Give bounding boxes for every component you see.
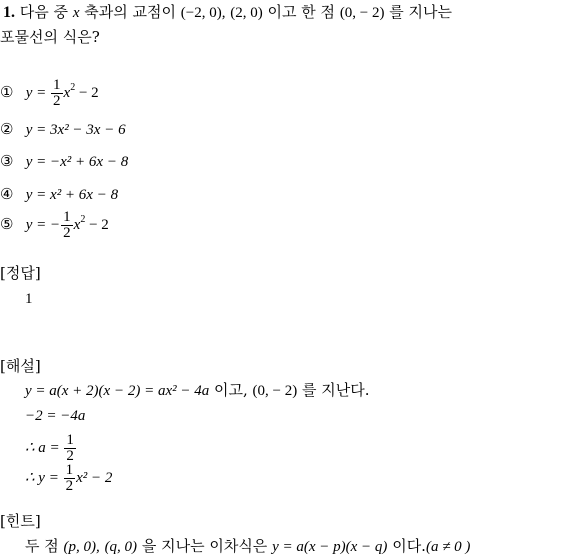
question-line-2: 포물선의 식은?: [0, 28, 100, 46]
question-text-b: 축과의 교점이: [84, 3, 176, 21]
solution-line-3: [25, 433, 77, 464]
question-text-a: 다음 중: [19, 3, 69, 21]
fraction: [61, 210, 73, 241]
choice-tail: − 2: [75, 84, 99, 101]
choice-expression: y = 3x² − 3x − 6: [25, 122, 126, 138]
choice-1: [0, 78, 99, 109]
hint-text-a: 두 점: [25, 537, 59, 555]
fraction-numerator: 1: [65, 462, 74, 478]
hint-line: [25, 536, 470, 557]
fraction-numerator: 1: [63, 209, 71, 225]
question-number: 1.: [3, 4, 15, 21]
solution-text-end: 를 지난다.: [302, 381, 370, 399]
solution-line-1: [25, 380, 370, 401]
therefore-prefix: ∴ a =: [25, 439, 64, 456]
choice-tail: − 2: [85, 216, 109, 233]
question-text-d: 를 지나는: [389, 3, 453, 21]
hint-text-c: 이다.: [392, 537, 426, 555]
hint-formula: y = a(x − p)(x − q): [272, 539, 388, 555]
choice-exponent: 2: [70, 81, 76, 93]
choice-mark: ②: [0, 122, 14, 138]
choice-lhs: y =: [25, 84, 51, 101]
fraction: [64, 433, 76, 464]
question-text-c: 이고 한 점: [267, 3, 336, 21]
choice-mark: ④: [0, 187, 14, 203]
question-line-1: [3, 2, 452, 23]
choice-4: [0, 185, 118, 205]
hint-point-b: (q, 0): [104, 539, 138, 555]
choice-expression: y = x² + 6x − 8: [25, 187, 119, 203]
choice-mark: ⑤: [0, 216, 14, 233]
hint-point-a: (p, 0),: [63, 539, 100, 555]
question-point-3: (0, − 2): [339, 5, 385, 21]
solution-equation: −2 = −4a: [25, 408, 86, 424]
hint-label: [힌트]: [0, 512, 41, 530]
hint-text-b: 을 지나는 이차식은: [141, 537, 268, 555]
choice-var: x: [73, 216, 81, 233]
solution-tail: x² − 2: [76, 469, 113, 486]
fraction-denominator: 2: [65, 478, 74, 494]
solution-equation: y = a(x + 2)(x − 2) = ax² − 4a: [25, 383, 210, 399]
choice-lhs: y = −: [25, 216, 61, 233]
solution-line-4: [25, 463, 112, 494]
choice-var: x: [63, 84, 71, 101]
choice-mark: ①: [0, 84, 14, 101]
question-var-x: x: [72, 5, 80, 21]
fraction-denominator: 2: [53, 93, 61, 109]
answer-label: [정답]: [0, 264, 41, 282]
therefore-prefix: ∴ y =: [25, 469, 63, 486]
fraction-denominator: 2: [66, 448, 74, 464]
solution-label: [해설]: [0, 357, 41, 375]
solution-point: (0, − 2): [252, 383, 298, 399]
choice-2: [0, 120, 126, 140]
fraction-numerator: 1: [66, 432, 74, 448]
question-point-2: (2, 0): [230, 5, 263, 21]
choice-5: [0, 210, 109, 241]
fraction: [64, 463, 76, 494]
choice-expression: y = −x² + 6x − 8: [25, 154, 129, 170]
choice-exponent: 2: [80, 213, 86, 225]
solution-text: 이고,: [214, 381, 248, 399]
fraction: [51, 78, 63, 109]
choice-mark: ③: [0, 154, 14, 170]
fraction-denominator: 2: [63, 225, 71, 241]
question-point-1: (−2, 0),: [180, 5, 226, 21]
solution-line-2: [25, 406, 85, 426]
hint-condition: (a ≠ 0 ): [425, 539, 471, 555]
answer-value: 1: [25, 291, 33, 307]
fraction-numerator: 1: [53, 77, 61, 93]
choice-3: [0, 152, 128, 172]
